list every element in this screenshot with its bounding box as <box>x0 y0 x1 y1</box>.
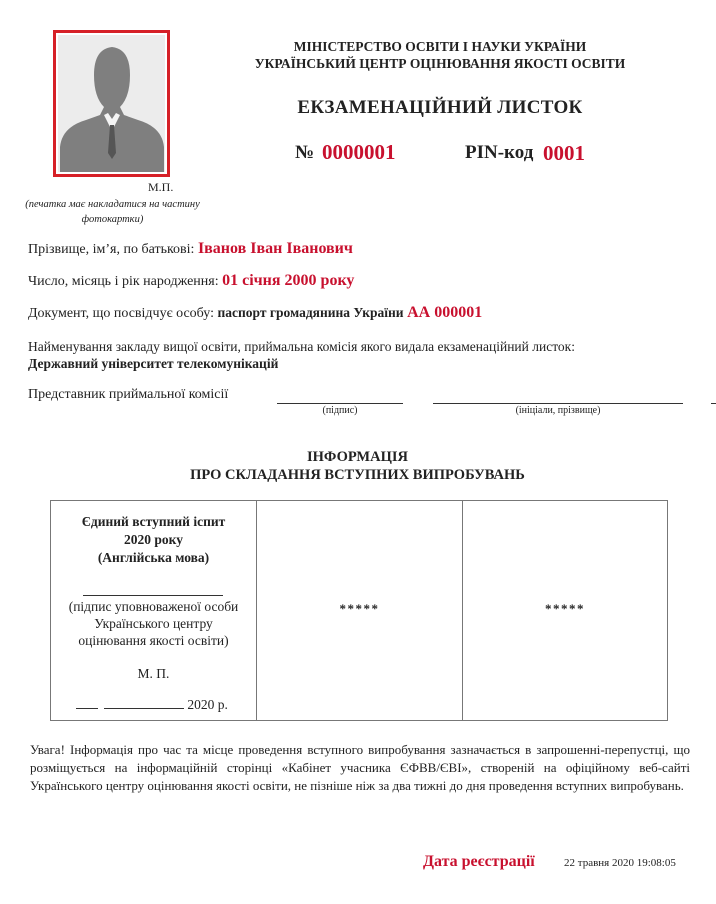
exam-name-line-2: 2020 року <box>124 532 183 547</box>
masked-value-2: ***** <box>339 601 380 616</box>
initials-caption: (ініціали, прізвище) <box>515 405 601 416</box>
exam-date-field <box>76 697 228 713</box>
exam-table <box>50 500 668 721</box>
masked-value-3: ***** <box>545 601 585 616</box>
pin-code: 0001 <box>543 141 585 165</box>
birth-value: 01 січня 2000 року <box>222 272 355 289</box>
photo-stamp-note: (печатка має накладатися на частину фотокартки) <box>25 199 200 225</box>
exam-name-line-3: (Англійська мова) <box>97 550 210 565</box>
representative-label: Представник приймальної комісії <box>28 387 229 402</box>
name-label: Прізвище, ім’я, по батькові: <box>28 242 195 257</box>
document-number: АА 000001 <box>407 304 483 321</box>
institution-label: Найменування закладу вищої освіти, приймальна комісія якого видала екзаменаційний листок: <box>28 339 575 354</box>
number-label: № <box>295 142 315 163</box>
signature-line <box>277 403 403 404</box>
birth-label: Число, місяць і рік народження: <box>28 274 219 289</box>
signature-caption: (підпис) <box>322 405 358 416</box>
exam-stamp-label: М. П. <box>137 666 170 681</box>
document-label: Документ, що посвідчує особу: <box>28 306 214 321</box>
exam-cell-3 <box>463 501 667 720</box>
document-row <box>28 304 482 322</box>
authorized-signer-caption <box>51 598 256 649</box>
pin-label: PIN-код <box>465 142 534 163</box>
exam-name <box>51 513 256 567</box>
info-title <box>100 448 615 484</box>
signer-line-2: Українського центру <box>94 616 213 631</box>
exam-name-line-1: Єдиний вступний іспит <box>81 514 226 529</box>
date-day-blank <box>76 697 98 709</box>
info-title-line-2: ПРО СКЛАДАННЯ ВСТУПНИХ ВИПРОБУВАНЬ <box>190 467 525 483</box>
document-type: паспорт громадянина України <box>217 305 404 320</box>
edge-dash <box>711 403 716 404</box>
exam-cell-2 <box>257 501 463 720</box>
sheet-number: 0000001 <box>322 140 396 164</box>
date-month-blank <box>104 697 184 709</box>
signer-line-1: (підпис уповноваженої особи <box>68 599 239 614</box>
notice-text: Увага! Інформація про час та місце проведення вступного випробування зазначається в запрошенні-перепустці, що розміщується на інформаційній сторінці «Кабінет учасника ЄФВВ/ЄВІ», створеній на офіційному веб-сайті Українського центру оцінювання якості освіти, не пізніше ніж за два тижні до дня проведення вступних випробувань. <box>30 742 690 793</box>
initials-line <box>433 403 683 404</box>
signer-line-3: оцінювання якості освіти) <box>78 633 229 648</box>
exam-cell-main <box>51 501 257 720</box>
ministry-header <box>205 38 675 72</box>
photo-stamp-label: М.П. <box>148 180 174 194</box>
registration-label: Дата реєстрації <box>423 853 535 870</box>
name-value: Іванов Іван Іванович <box>197 240 353 257</box>
applicant-photo <box>53 30 170 177</box>
birth-row <box>28 272 354 290</box>
name-row <box>28 240 353 258</box>
sheet-title: ЕКЗАМЕНАЦІЙНИЙ ЛИСТОК <box>297 97 583 118</box>
info-title-line-1: ІНФОРМАЦІЯ <box>307 449 408 465</box>
institution-value: Державний університет телекомунікацій <box>28 356 279 371</box>
registration-date: 22 травня 2020 19:08:05 <box>564 857 676 869</box>
ministry-line-2: УКРАЇНСЬКИЙ ЦЕНТР ОЦІНЮВАННЯ ЯКОСТІ ОСВІТИ <box>254 56 626 71</box>
exam-year-suffix: 2020 р. <box>187 697 228 712</box>
authorized-signature-line <box>83 595 223 596</box>
person-silhouette-icon <box>58 35 165 172</box>
ministry-line-1: МІНІСТЕРСТВО ОСВІТИ І НАУКИ УКРАЇНИ <box>293 39 587 54</box>
